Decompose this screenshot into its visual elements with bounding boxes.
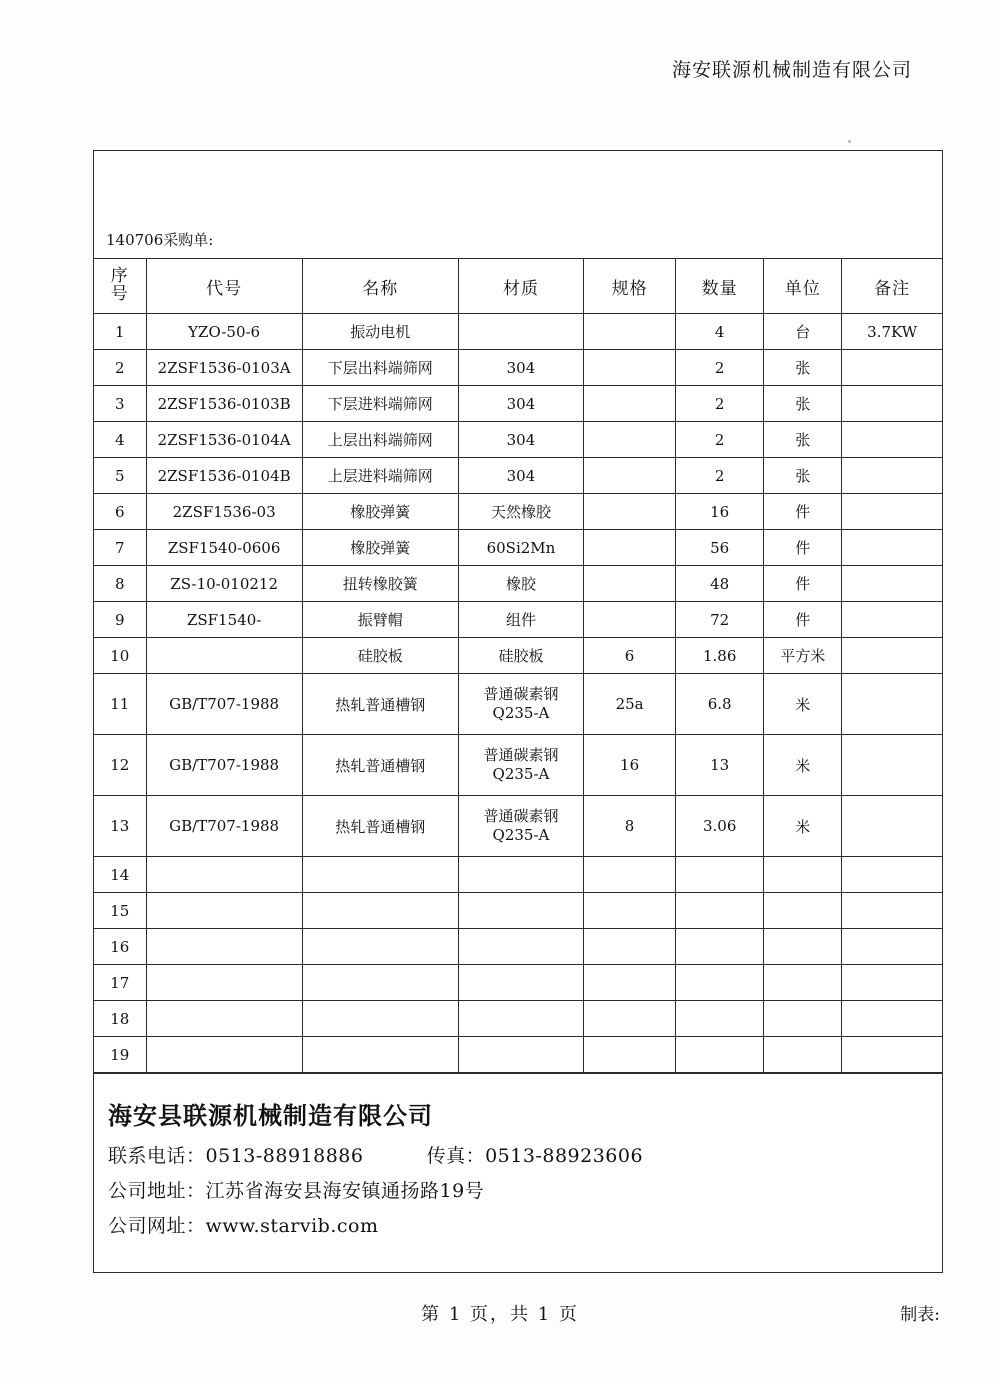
cell-spec: [584, 929, 676, 965]
cell-code: 2ZSF1536-0104B: [146, 458, 302, 494]
contact-phone: 联系电话：0513-88918886: [108, 1145, 364, 1167]
table-row: [94, 1001, 942, 1037]
cell-no: 2: [94, 350, 146, 386]
cell-name: 热轧普通槽钢: [302, 796, 458, 857]
table-row: [94, 893, 942, 929]
cell-qty: 2: [676, 386, 764, 422]
cell-remark: [842, 602, 942, 638]
column-header-remark: 备注: [842, 259, 942, 314]
page-footer: [0, 1300, 1000, 1330]
page-header-company: 海安联源机械制造有限公司: [671, 59, 912, 81]
cell-remark: [842, 796, 942, 857]
contact-company-name: 海安县联源机械制造有限公司: [108, 1101, 433, 1130]
table-row: [94, 350, 942, 386]
cell-unit: [764, 929, 842, 965]
cell-code: 2ZSF1536-0104A: [146, 422, 302, 458]
cell-no: 6: [94, 494, 146, 530]
cell-material-line1: 普通碳素钢: [483, 685, 559, 704]
cell-qty: 6.8: [676, 674, 764, 735]
items-table-body: [94, 314, 942, 1073]
cell-spec: 25a: [584, 674, 676, 735]
cell-unit: [764, 965, 842, 1001]
cell-qty: [676, 929, 764, 965]
cell-qty: [676, 1037, 764, 1073]
cell-code: ZSF1540-: [146, 602, 302, 638]
cell-code: GB/T707-1988: [146, 674, 302, 735]
cell-qty: [676, 1001, 764, 1037]
cell-remark: [842, 1037, 942, 1073]
cell-remark: [842, 893, 942, 929]
cell-name: [302, 893, 458, 929]
cell-code: [146, 1001, 302, 1037]
paper-speck: [848, 140, 851, 143]
cell-spec: [584, 494, 676, 530]
cell-no: 1: [94, 314, 146, 350]
cell-unit: 台: [764, 314, 842, 350]
cell-material: 304: [458, 458, 583, 494]
table-header-row: [94, 259, 942, 314]
cell-material: [458, 674, 583, 735]
cell-remark: [842, 458, 942, 494]
cell-material: 天然橡胶: [458, 494, 583, 530]
cell-spec: 6: [584, 638, 676, 674]
column-header-material: 材质: [458, 259, 583, 314]
cell-no: 12: [94, 735, 146, 796]
cell-remark: [842, 857, 942, 893]
cell-name: 橡胶弹簧: [302, 494, 458, 530]
cell-qty: [676, 965, 764, 1001]
cell-material: 304: [458, 386, 583, 422]
table-row: [94, 857, 942, 893]
cell-spec: [584, 857, 676, 893]
table-row: [94, 422, 942, 458]
cell-no: 5: [94, 458, 146, 494]
cell-material: 60Si2Mn: [458, 530, 583, 566]
cell-code: [146, 893, 302, 929]
table-row: [94, 602, 942, 638]
cell-code: [146, 965, 302, 1001]
cell-material: 304: [458, 350, 583, 386]
cell-qty: 13: [676, 735, 764, 796]
cell-name: 上层出料端筛网: [302, 422, 458, 458]
maker-label: 制表:: [900, 1305, 940, 1325]
cell-name: [302, 965, 458, 1001]
cell-code: [146, 1037, 302, 1073]
cell-name: 橡胶弹簧: [302, 530, 458, 566]
cell-code: GB/T707-1988: [146, 735, 302, 796]
cell-spec: [584, 1001, 676, 1037]
cell-no: 17: [94, 965, 146, 1001]
cell-name: 硅胶板: [302, 638, 458, 674]
cell-remark: [842, 566, 942, 602]
cell-material: 硅胶板: [458, 638, 583, 674]
cell-code: ZS-10-010212: [146, 566, 302, 602]
contact-address: 公司地址：江苏省海安县海安镇通扬路19号: [108, 1180, 485, 1202]
cell-no: 3: [94, 386, 146, 422]
column-header-no-line2: 号: [110, 284, 129, 304]
cell-material: [458, 857, 583, 893]
cell-name: [302, 1001, 458, 1037]
cell-spec: [584, 458, 676, 494]
column-header-no: [94, 259, 146, 314]
cell-no: 4: [94, 422, 146, 458]
cell-material: 304: [458, 422, 583, 458]
cell-material-line2: Q235-A: [492, 826, 550, 844]
contact-phone-fax: [108, 1141, 942, 1168]
cell-name: [302, 929, 458, 965]
cell-spec: [584, 422, 676, 458]
cell-code: 2ZSF1536-0103A: [146, 350, 302, 386]
table-row: [94, 929, 942, 965]
cell-no: 7: [94, 530, 146, 566]
order-title: 140706采购单:: [106, 231, 214, 249]
cell-code: ZSF1540-0606: [146, 530, 302, 566]
cell-spec: [584, 602, 676, 638]
table-row: [94, 386, 942, 422]
table-row: [94, 965, 942, 1001]
cell-unit: 件: [764, 602, 842, 638]
cell-code: 2ZSF1536-03: [146, 494, 302, 530]
cell-remark: [842, 494, 942, 530]
cell-no: 11: [94, 674, 146, 735]
cell-qty: [676, 893, 764, 929]
cell-material-line2: Q235-A: [492, 704, 550, 722]
cell-material: [458, 965, 583, 1001]
cell-spec: [584, 350, 676, 386]
table-row: [94, 735, 942, 796]
cell-no: 10: [94, 638, 146, 674]
table-row: [94, 566, 942, 602]
cell-code: [146, 638, 302, 674]
cell-no: 15: [94, 893, 146, 929]
page-number: 第 1 页，共 1 页: [421, 1304, 579, 1325]
cell-material: 组件: [458, 602, 583, 638]
table-row: [94, 458, 942, 494]
cell-unit: 张: [764, 386, 842, 422]
cell-qty: 48: [676, 566, 764, 602]
cell-remark: [842, 422, 942, 458]
cell-remark: [842, 638, 942, 674]
cell-unit: 张: [764, 458, 842, 494]
cell-spec: [584, 386, 676, 422]
cell-unit: 平方米: [764, 638, 842, 674]
cell-remark: [842, 530, 942, 566]
column-header-qty: 数量: [676, 259, 764, 314]
cell-code: [146, 857, 302, 893]
cell-name: 热轧普通槽钢: [302, 674, 458, 735]
cell-name: 下层进料端筛网: [302, 386, 458, 422]
table-row: [94, 530, 942, 566]
purchase-order-box: [93, 150, 943, 1273]
table-row: [94, 796, 942, 857]
cell-name: 上层进料端筛网: [302, 458, 458, 494]
cell-no: 8: [94, 566, 146, 602]
cell-remark: [842, 929, 942, 965]
items-table: [94, 258, 942, 1073]
column-header-spec: 规格: [584, 259, 676, 314]
cell-no: 13: [94, 796, 146, 857]
cell-material: [458, 796, 583, 857]
cell-spec: [584, 530, 676, 566]
cell-qty: 4: [676, 314, 764, 350]
cell-qty: [676, 857, 764, 893]
cell-unit: 件: [764, 494, 842, 530]
cell-name: 振臂帽: [302, 602, 458, 638]
cell-unit: 米: [764, 674, 842, 735]
cell-material: [458, 893, 583, 929]
cell-spec: [584, 893, 676, 929]
cell-remark: 3.7KW: [842, 314, 942, 350]
cell-material-line2: Q235-A: [492, 765, 550, 783]
cell-remark: [842, 386, 942, 422]
cell-material: [458, 314, 583, 350]
cell-unit: 件: [764, 566, 842, 602]
cell-unit: 张: [764, 350, 842, 386]
contact-fax: 传真：0513-88923606: [426, 1145, 644, 1167]
cell-unit: [764, 893, 842, 929]
cell-qty: 2: [676, 458, 764, 494]
column-header-code: 代号: [146, 259, 302, 314]
cell-code: 2ZSF1536-0103B: [146, 386, 302, 422]
cell-qty: 2: [676, 350, 764, 386]
cell-name: 扭转橡胶簧: [302, 566, 458, 602]
cell-material-line1: 普通碳素钢: [483, 746, 559, 765]
cell-remark: [842, 735, 942, 796]
cell-qty: 16: [676, 494, 764, 530]
cell-name: [302, 1037, 458, 1073]
cell-material: [458, 1037, 583, 1073]
cell-qty: 72: [676, 602, 764, 638]
cell-name: [302, 857, 458, 893]
cell-code: [146, 929, 302, 965]
cell-remark: [842, 350, 942, 386]
cell-spec: 16: [584, 735, 676, 796]
cell-name: 下层出料端筛网: [302, 350, 458, 386]
cell-no: 14: [94, 857, 146, 893]
cell-unit: [764, 857, 842, 893]
cell-remark: [842, 674, 942, 735]
column-header-unit: 单位: [764, 259, 842, 314]
cell-name: 热轧普通槽钢: [302, 735, 458, 796]
cell-no: 18: [94, 1001, 146, 1037]
contact-website: 公司网址：www.starvib.com: [108, 1215, 379, 1237]
cell-material: [458, 735, 583, 796]
table-row: [94, 314, 942, 350]
cell-qty: 2: [676, 422, 764, 458]
cell-spec: 8: [584, 796, 676, 857]
cell-material: [458, 929, 583, 965]
cell-unit: 米: [764, 735, 842, 796]
cell-no: 19: [94, 1037, 146, 1073]
cell-no: 9: [94, 602, 146, 638]
cell-spec: [584, 566, 676, 602]
column-header-name: 名称: [302, 259, 458, 314]
form-blank-area: [94, 151, 942, 229]
cell-qty: 3.06: [676, 796, 764, 857]
cell-spec: [584, 1037, 676, 1073]
cell-material: 橡胶: [458, 566, 583, 602]
cell-code: GB/T707-1988: [146, 796, 302, 857]
cell-spec: [584, 965, 676, 1001]
cell-unit: 米: [764, 796, 842, 857]
cell-qty: 1.86: [676, 638, 764, 674]
cell-unit: 件: [764, 530, 842, 566]
contact-block: [94, 1073, 942, 1272]
cell-unit: 张: [764, 422, 842, 458]
cell-no: 16: [94, 929, 146, 965]
cell-name: 振动电机: [302, 314, 458, 350]
cell-remark: [842, 1001, 942, 1037]
cell-code: YZO-50-6: [146, 314, 302, 350]
table-row: [94, 494, 942, 530]
cell-remark: [842, 965, 942, 1001]
table-row: [94, 674, 942, 735]
cell-unit: [764, 1001, 842, 1037]
cell-unit: [764, 1037, 842, 1073]
cell-spec: [584, 314, 676, 350]
column-header-no-line1: 序: [110, 266, 129, 287]
table-row: [94, 638, 942, 674]
table-row: [94, 1037, 942, 1073]
cell-material-line1: 普通碳素钢: [483, 807, 559, 826]
cell-material: [458, 1001, 583, 1037]
cell-qty: 56: [676, 530, 764, 566]
